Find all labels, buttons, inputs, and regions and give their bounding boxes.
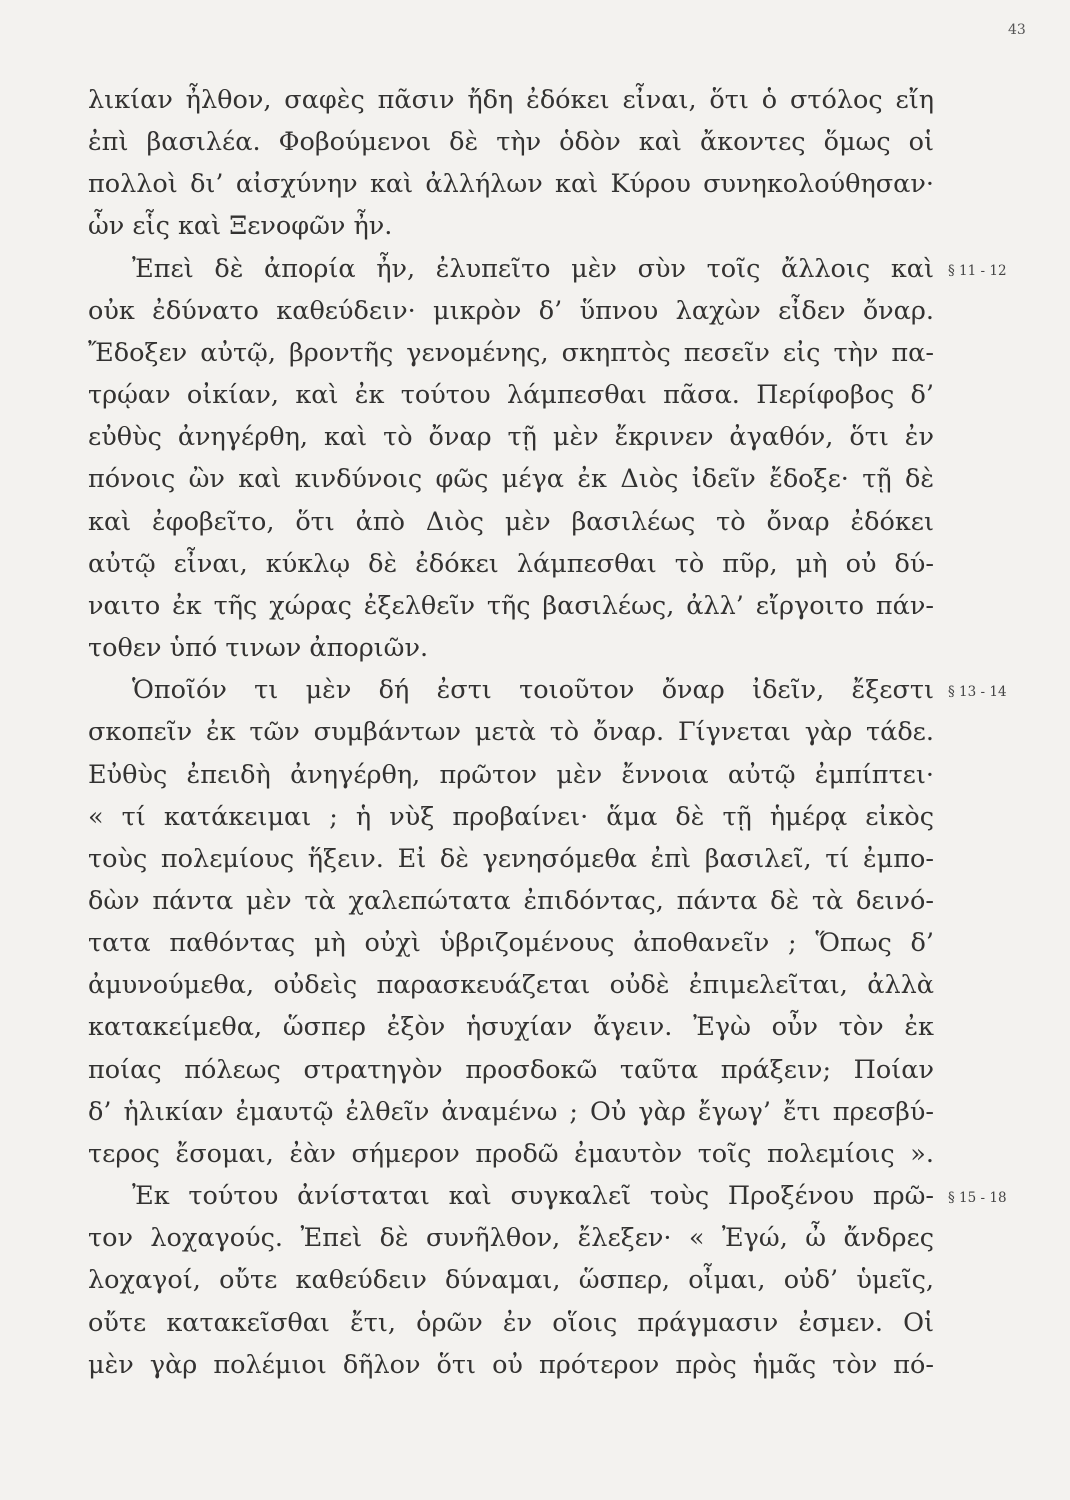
text-line xyxy=(88,248,1007,290)
line-text: οὐκ ἐδύνατο καθεύδειν· μικρὸν δ’ ὕπνου λαχὼν εἶδεν ὄναρ. xyxy=(88,295,934,326)
section-reference: § 11 - 12 xyxy=(948,262,1007,279)
text-line xyxy=(88,332,935,374)
text-line xyxy=(88,880,935,922)
line-text: τοθεν ὑπό τινων ἀποριῶν. xyxy=(88,633,429,664)
text-line xyxy=(88,1175,1007,1217)
text-line xyxy=(88,1217,935,1259)
line-text: Εὐθὺς ἐπειδὴ ἀνηγέρθη, πρῶτον μὲν ἔννοια αὐτῷ ἐμπίπτει· xyxy=(88,759,934,790)
body-text xyxy=(88,79,1007,1386)
line-text: ποίας πόλεως στρατηγὸν προσδοκῶ ταῦτα πράξειν; Ποίαν xyxy=(88,1054,934,1085)
paragraph xyxy=(88,669,1007,1175)
paragraph xyxy=(88,79,935,248)
line-text: ἀμυνούμεθα, οὐδεὶς παρασκευάζεται οὐδὲ ἐπιμελεῖται, ἀλλὰ xyxy=(88,970,934,1001)
text-line xyxy=(88,1091,935,1133)
line-text: δὼν πάντα μὲν τὰ χαλεπώτατα ἐπιδόντας, πάντα δὲ τὰ δεινό- xyxy=(88,885,934,916)
line-text: λοχαγοί, οὔτε καθεύδειν δύναμαι, ὥσπερ, οἶμαι, οὐδ’ ὑμεῖς, xyxy=(88,1265,934,1296)
text-line xyxy=(88,754,935,796)
text-line xyxy=(88,1302,935,1344)
line-text: ἐπὶ βασιλέα. Φοβούμενοι δὲ τὴν ὁδὸν καὶ ἄκοντες ὅμως οἱ xyxy=(88,127,934,158)
line-text: λικίαν ἦλθον, σαφὲς πᾶσιν ἤδη ἐδόκει εἶναι, ὅτι ὁ στόλος εἴη xyxy=(88,85,934,115)
line-text: Ἔδοξεν αὐτῷ, βροντῆς γενομένης, σκηπτὸς πεσεῖν εἰς τὴν πα- xyxy=(88,337,934,368)
text-line xyxy=(88,121,935,163)
text-line xyxy=(88,543,935,585)
line-text: πόνοις ὢν καὶ κινδύνοις φῶς μέγα ἐκ Διὸς ἰδεῖν ἔδοξε· τῇ δὲ xyxy=(88,464,934,495)
section-reference: § 15 - 18 xyxy=(948,1190,1007,1207)
text-line xyxy=(88,1259,935,1301)
line-text: τερος ἔσομαι, ἐὰν σήμερον προδῶ ἐμαυτὸν τοῖς πολεμίοις ». xyxy=(88,1138,934,1169)
line-text: « τί κατάκειμαι ; ἡ νὺξ προβαίνει· ἅμα δὲ τῇ ἡμέρᾳ εἰκὸς xyxy=(88,801,934,832)
line-text: οὔτε κατακεῖσθαι ἔτι, ὁρῶν ἐν οἵοις πράγμασιν ἐσμεν. Οἱ xyxy=(88,1307,934,1338)
line-text: σκοπεῖν ἐκ τῶν συμβάντων μετὰ τὸ ὄναρ. Γίγνεται γὰρ τάδε. xyxy=(88,717,934,748)
text-line xyxy=(88,964,935,1006)
line-text: τρῴαν οἰκίαν, καὶ ἐκ τούτου λάμπεσθαι πᾶσα. Περίφοβος δ’ xyxy=(88,380,934,411)
line-text: δ’ ἡλικίαν ἐμαυτῷ ἐλθεῖν ἀναμένω ; Οὐ γὰρ ἔγωγ’ ἔτι πρεσβύ- xyxy=(88,1096,934,1127)
text-line xyxy=(88,711,935,753)
text-line xyxy=(88,458,935,500)
line-text: τοὺς πολεμίους ἥξειν. Εἰ δὲ γενησόμεθα ἐπὶ βασιλεῖ, τί ἐμπο- xyxy=(88,843,934,874)
line-text: Ἐκ τούτου ἀνίσταται καὶ συγκαλεῖ τοὺς Προξένου πρῶ- xyxy=(132,1181,934,1212)
text-line xyxy=(88,838,935,880)
line-text: κατακείμεθα, ὥσπερ ἐξὸν ἡσυχίαν ἄγειν. Ἐγὼ οὖν τὸν ἐκ xyxy=(88,1012,934,1043)
text-line xyxy=(88,1006,935,1048)
page-number: 43 xyxy=(1008,22,1026,38)
text-line xyxy=(88,501,935,543)
line-text: ὧν εἷς καὶ Ξενοφῶν ἦν. xyxy=(88,211,393,242)
paragraph xyxy=(88,1175,1007,1386)
line-text: τατα παθόντας μὴ οὐχὶ ὑβριζομένους ἀποθανεῖν ; Ὅπως δ’ xyxy=(88,928,934,959)
text-line xyxy=(88,1344,935,1386)
line-text: εὐθὺς ἀνηγέρθη, καὶ τὸ ὄναρ τῇ μὲν ἔκρινεν ἀγαθόν, ὅτι ἐν xyxy=(88,422,934,453)
text-line xyxy=(88,205,935,247)
line-text: καὶ ἐφοβεῖτο, ὅτι ἀπὸ Διὸς μὲν βασιλέως τὸ ὄναρ ἐδόκει xyxy=(88,506,934,537)
text-line xyxy=(88,79,935,121)
text-line xyxy=(88,627,935,669)
text-line xyxy=(88,1049,935,1091)
line-text: τον λοχαγούς. Ἐπεὶ δὲ συνῆλθον, ἔλεξεν· « Ἐγώ, ὦ ἄνδρες xyxy=(88,1223,934,1254)
text-line xyxy=(88,585,935,627)
text-line xyxy=(88,922,935,964)
text-line xyxy=(88,290,935,332)
text-line xyxy=(88,1133,935,1175)
text-line xyxy=(88,374,935,416)
line-text: αὐτῷ εἶναι, κύκλῳ δὲ ἐδόκει λάμπεσθαι τὸ πῦρ, μὴ οὐ δύ- xyxy=(88,548,934,579)
text-line xyxy=(88,796,935,838)
paragraph xyxy=(88,248,1007,670)
line-text: Ὁποῖόν τι μὲν δή ἐστι τοιοῦτον ὄναρ ἰδεῖν, ἔξεστι xyxy=(132,675,934,706)
line-text: Ἐπεὶ δὲ ἀπορία ἦν, ἐλυπεῖτο μὲν σὺν τοῖς ἄλλοις καὶ xyxy=(132,253,934,284)
text-line xyxy=(88,416,935,458)
line-text: πολλοὶ δι’ αἰσχύνην καὶ ἀλλήλων καὶ Κύρου συνηκολούθησαν· xyxy=(88,169,934,200)
line-text: ναιτο ἐκ τῆς χώρας ἐξελθεῖν τῆς βασιλέως, ἀλλ’ εἴργοιτο πάν- xyxy=(88,590,934,621)
section-reference: § 13 - 14 xyxy=(948,684,1007,701)
text-line xyxy=(88,669,1007,711)
text-line xyxy=(88,163,935,205)
line-text: μὲν γὰρ πολέμιοι δῆλον ὅτι οὐ πρότερον πρὸς ἡμᾶς τὸν πό- xyxy=(88,1349,934,1380)
